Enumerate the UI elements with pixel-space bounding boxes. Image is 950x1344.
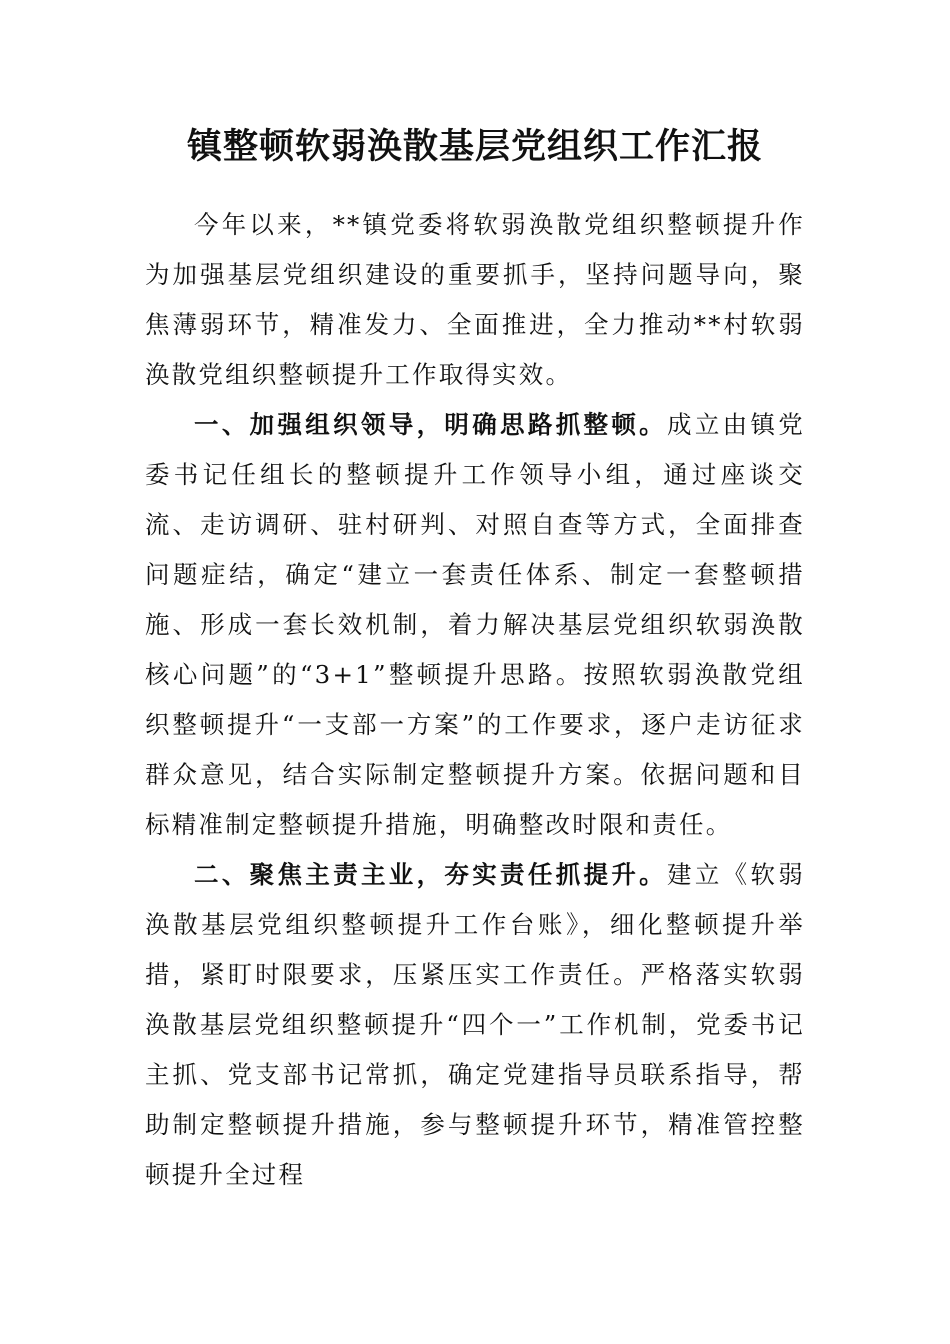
paragraph-text: 建立《软弱涣散基层党组织整顿提升工作台账》，细化整顿提升举措，紧盯时限要求，压紧压实工作责任。严格落实软弱涣散基层党组织整顿提升“四个一”工作机制，党委书记主抓、党支部书记常抓，确定党建指导员联系指导，帮助制定整顿提升措施，参与整顿提升环节，精准管控整顿提升全过程 (145, 860, 805, 1189)
paragraph-intro (145, 200, 805, 400)
paragraph-lead: 一、加强组织领导，明确思路抓整顿。 (194, 410, 667, 439)
document-title: 镇整顿软弱涣散基层党组织工作汇报 (186, 126, 763, 167)
paragraph-text: 今年以来，**镇党委将软弱涣散党组织整顿提升作为加强基层党组织建设的重要抓手，坚持问题导向，聚焦薄弱环节，精准发力、全面推进，全力推动**村软弱涣散党组织整顿提升工作取得实效。 (145, 210, 805, 389)
paragraph-text: 成立由镇党委书记任组长的整顿提升工作领导小组，通过座谈交流、走访调研、驻村研判、对照自查等方式，全面排查问题症结，确定“建立一套责任体系、制定一套整顿措施、形成一套长效机制，着力解决基层党组织软弱涣散核心问题”的“3+1”整顿提升思路。按照软弱涣散党组织整顿提升“一支部一方案”的工作要求，逐户走访征求群众意见，结合实际制定整顿提升方案。依据问题和目标精准制定整顿提升措施，明确整改时限和责任。 (145, 410, 805, 839)
paragraph-lead: 二、聚焦主责主业，夯实责任抓提升。 (194, 860, 667, 889)
document-body (145, 200, 805, 1200)
paragraph-section-1 (145, 400, 805, 850)
paragraph-section-2 (145, 850, 805, 1200)
